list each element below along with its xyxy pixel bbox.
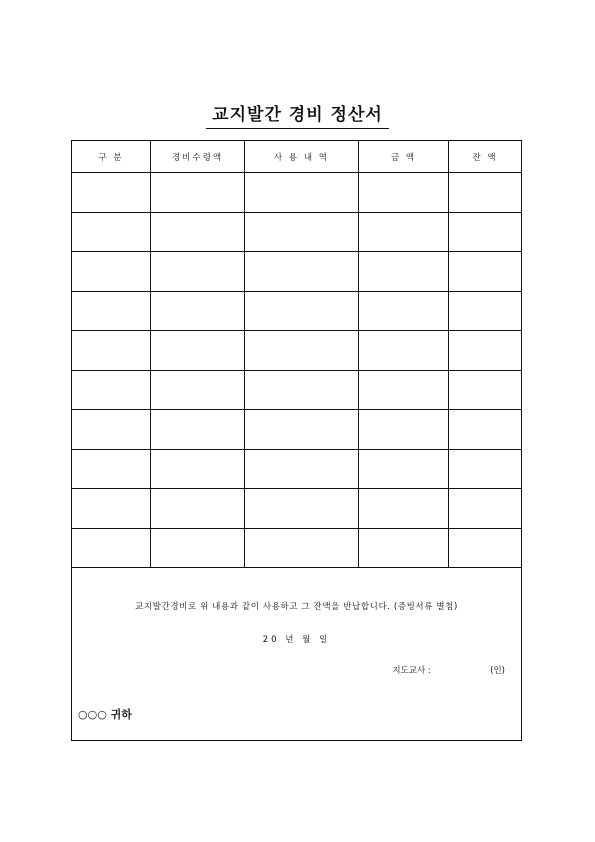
table-row [72, 449, 522, 489]
table-cell[interactable] [151, 252, 245, 292]
column-header-usage-details: 사 용 내 역 [245, 141, 359, 173]
table-cell[interactable] [151, 370, 245, 410]
table-cell[interactable] [449, 449, 522, 489]
table-cell[interactable] [245, 291, 359, 331]
table-cell[interactable] [245, 173, 359, 213]
footer-cell [72, 568, 522, 741]
table-cell[interactable] [72, 410, 151, 450]
table-cell[interactable] [449, 410, 522, 450]
table-cell[interactable] [449, 291, 522, 331]
table-row [72, 370, 522, 410]
table-cell[interactable] [151, 291, 245, 331]
table-cell[interactable] [449, 370, 522, 410]
statement-text: 교지발간경비로 위 내용과 같이 사용하고 그 잔액을 반납합니다. (증빙서류 별첨) [135, 602, 458, 612]
table-row [72, 252, 522, 292]
table-cell[interactable] [72, 252, 151, 292]
table-cell[interactable] [151, 489, 245, 529]
table-row [72, 331, 522, 371]
table-cell[interactable] [359, 489, 449, 529]
table-cell[interactable] [151, 528, 245, 568]
table-cell[interactable] [151, 331, 245, 371]
table-cell[interactable] [359, 291, 449, 331]
table-cell[interactable] [359, 252, 449, 292]
table-cell[interactable] [359, 449, 449, 489]
table-cell[interactable] [151, 449, 245, 489]
table-cell[interactable] [449, 212, 522, 252]
recipient-text: ○○○ 귀하 [78, 708, 132, 721]
table-cell[interactable] [245, 449, 359, 489]
table-cell[interactable] [151, 173, 245, 213]
table-cell[interactable] [72, 173, 151, 213]
table-cell[interactable] [359, 410, 449, 450]
column-header-received-amount: 경비수령액 [151, 141, 245, 173]
table-cell[interactable] [245, 528, 359, 568]
table-cell[interactable] [72, 212, 151, 252]
seal-label: (인) [490, 666, 505, 676]
teacher-line [392, 664, 505, 676]
table-cell[interactable] [449, 489, 522, 529]
table-cell[interactable] [359, 173, 449, 213]
title-wrap [0, 100, 595, 129]
table-cell[interactable] [72, 489, 151, 529]
table-row [72, 291, 522, 331]
table-cell[interactable] [359, 370, 449, 410]
table-cell[interactable] [245, 370, 359, 410]
table-cell[interactable] [151, 212, 245, 252]
table-cell[interactable] [449, 252, 522, 292]
table-cell[interactable] [359, 331, 449, 371]
table-cell[interactable] [151, 410, 245, 450]
table-cell[interactable] [72, 331, 151, 371]
table-cell[interactable] [359, 528, 449, 568]
column-header-amount: 금 액 [359, 141, 449, 173]
table-cell[interactable] [449, 528, 522, 568]
table-cell[interactable] [72, 370, 151, 410]
column-header-balance: 잔 액 [449, 141, 522, 173]
date-line: 20 년 월 일 [262, 635, 331, 645]
table-cell[interactable] [245, 489, 359, 529]
table-cell[interactable] [245, 212, 359, 252]
table-row [72, 410, 522, 450]
table-cell[interactable] [449, 173, 522, 213]
footer-row [72, 568, 522, 741]
table-row [72, 212, 522, 252]
table-row [72, 173, 522, 213]
table-cell[interactable] [72, 291, 151, 331]
table-cell[interactable] [245, 410, 359, 450]
table-cell[interactable] [245, 331, 359, 371]
table-cell[interactable] [245, 252, 359, 292]
table-row [72, 489, 522, 529]
table-cell[interactable] [72, 449, 151, 489]
table-row [72, 528, 522, 568]
table-cell[interactable] [72, 528, 151, 568]
teacher-label: 지도교사 : [392, 666, 431, 676]
document-title: 교지발간 경비 정산서 [206, 100, 389, 129]
settlement-table [71, 140, 522, 741]
table-cell[interactable] [449, 331, 522, 371]
header-row [72, 141, 522, 173]
table-cell[interactable] [359, 212, 449, 252]
column-header-category: 구 분 [72, 141, 151, 173]
